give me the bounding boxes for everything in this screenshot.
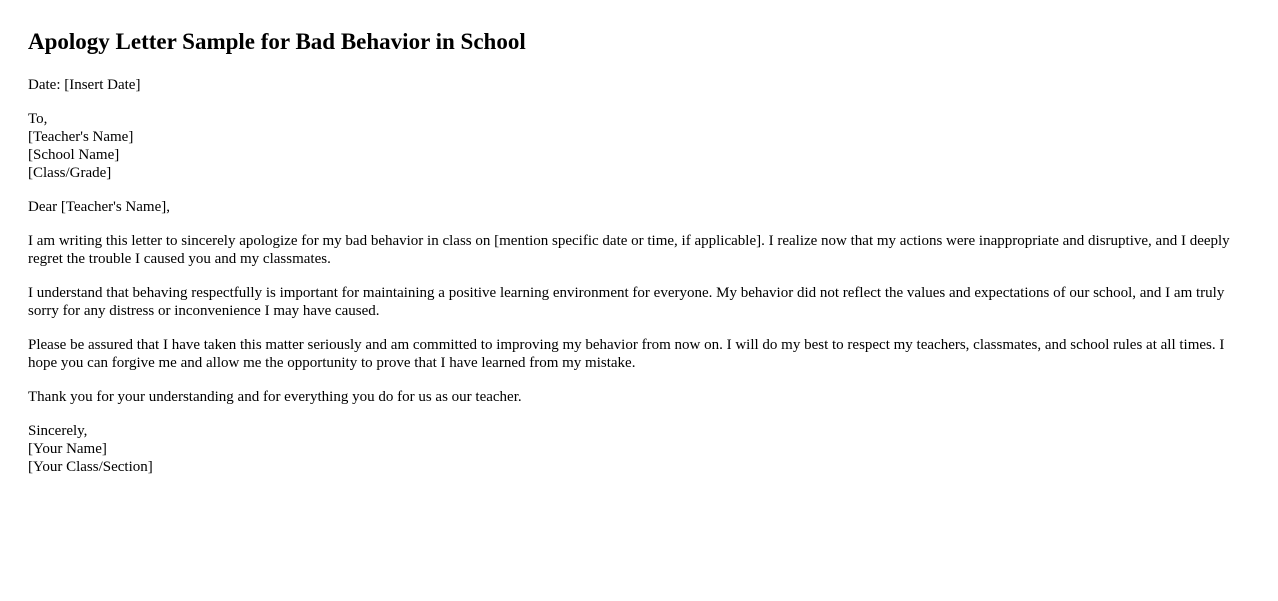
recipient-teacher: [Teacher's Name] xyxy=(28,129,134,145)
recipient-class: [Class/Grade] xyxy=(28,165,112,181)
recipient-block xyxy=(28,110,1250,182)
closing-block xyxy=(28,422,1250,476)
date-line: Date: [Insert Date] xyxy=(28,77,141,93)
closing-class-section: [Your Class/Section] xyxy=(28,459,153,475)
body-paragraph-2: I understand that behaving respectfully is important for maintaining a positive learning environment for everyone. My behavior did not reflect the values and expectations of our school, and I am truly sorry for any distress or inconvenience I may have caused. xyxy=(28,285,1225,319)
body-paragraph-3: Please be assured that I have taken this matter seriously and am committed to improving my behavior from now on. I will do my best to respect my teachers, classmates, and school rules at all times. I hope you can forgive me and allow me the opportunity to prove that I have learned from my mistake. xyxy=(28,337,1225,371)
body-paragraph-1: I am writing this letter to sincerely apologize for my bad behavior in class on [mention specific date or time, if applicable]. I realize now that my actions were inappropriate and disruptive, and I deeply regret the trouble I caused you and my classmates. xyxy=(28,233,1230,267)
closing-name: [Your Name] xyxy=(28,441,107,457)
recipient-to: To, xyxy=(28,111,48,127)
body-paragraph-4: Thank you for your understanding and for everything you do for us as our teacher. xyxy=(28,389,522,405)
salutation: Dear [Teacher's Name], xyxy=(28,199,170,215)
recipient-school: [School Name] xyxy=(28,147,120,163)
letter-title: Apology Letter Sample for Bad Behavior in School xyxy=(28,29,526,54)
closing-signoff: Sincerely, xyxy=(28,423,88,439)
